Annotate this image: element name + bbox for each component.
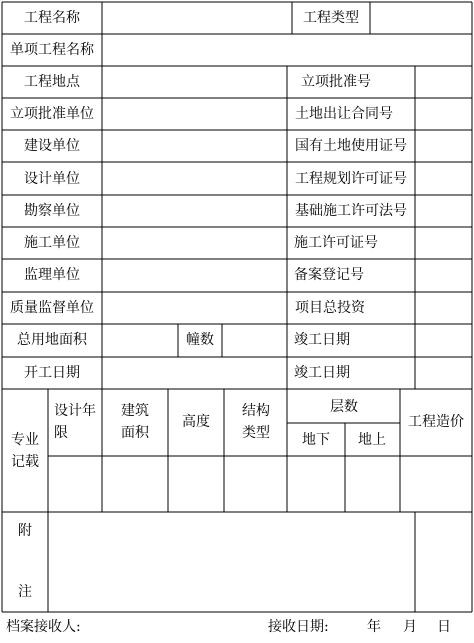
total-land-area-label: 总用地面积 (17, 332, 87, 348)
construction-permit-label: 施工许可证号 (294, 235, 378, 251)
foundation-permit-label: 基础施工许可法号 (295, 203, 407, 219)
structure-type-header: 结构 类型 (242, 403, 270, 441)
design-unit-label: 设计单位 (24, 171, 80, 187)
filing-reg-label: 备案登记号 (294, 267, 364, 283)
project-cost-header: 工程造价 (408, 414, 464, 430)
project-name-label: 工程名称 (24, 10, 80, 26)
location-label: 工程地点 (24, 74, 80, 90)
year-label: 年 (367, 619, 381, 635)
land-transfer-contract-label: 土地出让合同号 (295, 106, 393, 122)
remarks-label-char-2: 注 (18, 584, 32, 600)
project-type-label: 工程类型 (303, 10, 359, 26)
sub-project-name-label: 单项工程名称 (10, 42, 94, 58)
completion-date-label-2: 竣工日期 (294, 365, 350, 381)
quality-supervision-label: 质量监督单位 (10, 300, 94, 316)
building-area-header: 建筑 面积 (121, 403, 149, 441)
day-label: 日 (437, 619, 451, 635)
construction-unit-label: 建设单位 (24, 138, 80, 154)
building-count-label: 幢数 (186, 332, 214, 348)
remarks-label-char-1: 附 (18, 523, 32, 539)
contractor-unit-label: 施工单位 (24, 235, 80, 251)
floors-header: 层数 (330, 399, 358, 415)
state-land-use-cert-label: 国有土地使用证号 (295, 138, 407, 154)
month-label: 月 (403, 619, 417, 635)
start-date-label: 开工日期 (24, 365, 80, 381)
underground-header: 地下 (302, 432, 330, 448)
total-investment-label: 项目总投资 (295, 300, 365, 316)
aboveground-header: 地上 (358, 432, 386, 448)
completion-date-label: 竣工日期 (294, 332, 350, 348)
survey-unit-label: 勘察单位 (24, 203, 80, 219)
height-header: 高度 (182, 414, 210, 430)
planning-permit-label: 工程规划许可证号 (295, 171, 407, 187)
approval-unit-label: 立项批准单位 (10, 106, 94, 122)
supervision-unit-label: 监理单位 (24, 267, 80, 283)
approval-no-label: 立项批准号 (301, 74, 371, 90)
archive-receiver-label: 档案接收人: (6, 619, 81, 635)
specialty-record-label: 专业 记载 (11, 432, 39, 470)
design-life-header: 设计年 限 (54, 403, 96, 441)
receive-date-label: 接收日期: (268, 619, 329, 635)
